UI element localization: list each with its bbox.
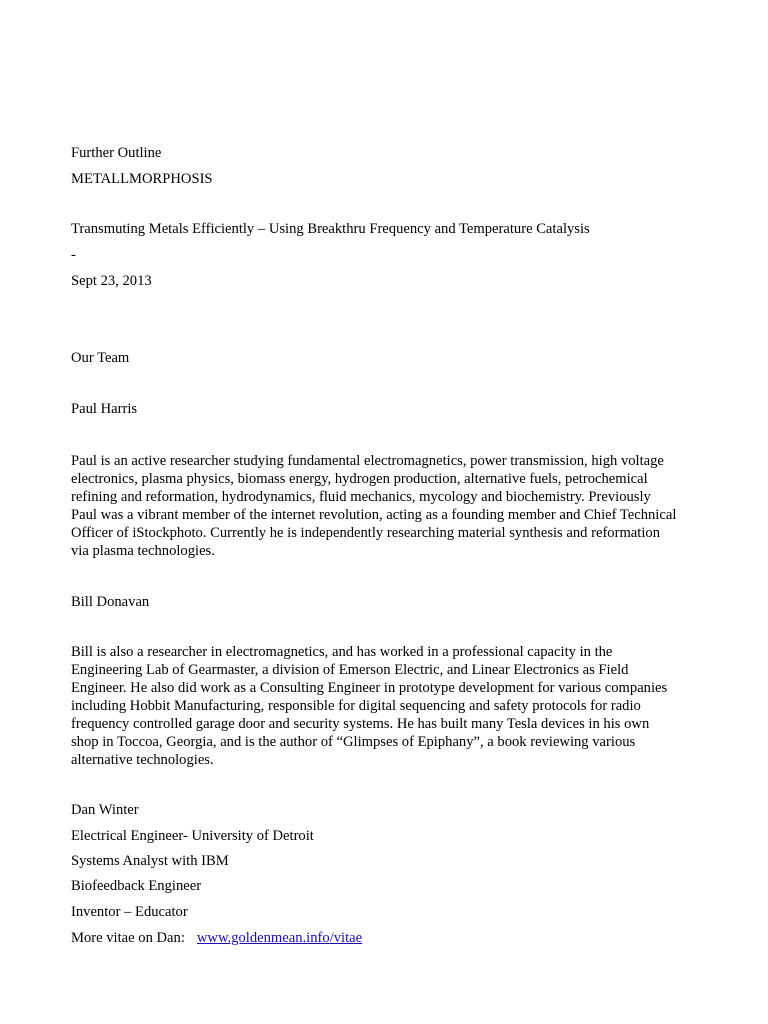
bio-line: Bill is also a researcher in electromagnetics, and has worked in a professional capacity in the (71, 644, 613, 660)
project-subtitle: Transmuting Metals Efficiently – Using Breakthru Frequency and Temperature Catalysis (71, 221, 590, 237)
bio-line: via plasma technologies. (71, 543, 215, 559)
member-name-dan-winter: Dan Winter (71, 802, 139, 818)
bio-line: alternative technologies. (71, 752, 214, 768)
member-name-paul-harris: Paul Harris (71, 401, 138, 417)
member-bio-paul-harris (71, 452, 711, 560)
subtitle-dash: - (71, 247, 76, 263)
vitae-link[interactable]: www.goldenmean.info/vitae (196, 930, 363, 946)
outline-label: Further Outline (71, 145, 162, 161)
credential-line: Biofeedback Engineer (71, 878, 202, 894)
bio-line: Paul is an active researcher studying fundamental electromagnetics, power transmission, high voltage (71, 453, 664, 469)
bio-line: shop in Toccoa, Georgia, and is the author of “Glimpses of Epiphany”, a book reviewing various (71, 734, 636, 750)
project-title: METALLMORPHOSIS (71, 171, 213, 187)
bio-line: Engineer. He also did work as a Consulting Engineer in prototype development for various companies (71, 680, 668, 696)
bio-line: electronics, plasma physics, biomass energy, hydrogen production, alternative fuels, petrochemical (71, 471, 648, 487)
vitae-row (71, 929, 362, 947)
bio-line: refining and reformation, hydrodynamics, fluid mechanics, mycology and biochemistry. Previously (71, 489, 651, 505)
member-name-bill-donavan: Bill Donavan (71, 594, 150, 610)
credential-line: Systems Analyst with IBM (71, 853, 229, 869)
credential-line: Electrical Engineer- University of Detroit (71, 828, 314, 844)
document-date: Sept 23, 2013 (71, 273, 152, 289)
bio-line: including Hobbit Manufacturing, responsible for digital sequencing and safety protocols for radio (71, 698, 641, 714)
member-bio-bill-donavan (71, 643, 711, 769)
team-heading: Our Team (71, 350, 130, 366)
bio-line: Paul was a vibrant member of the internet revolution, acting as a founding member and Chief Technical (71, 507, 677, 523)
bio-line: Engineering Lab of Gearmaster, a division of Emerson Electric, and Linear Electronics as Field (71, 662, 629, 678)
bio-line: Officer of iStockphoto. Currently he is independently researching material synthesis and reformation (71, 525, 660, 541)
vitae-label: More vitae on Dan: (71, 930, 185, 946)
bio-line: frequency controlled garage door and security systems. He has built many Tesla devices in his own (71, 716, 650, 732)
credential-line: Inventor – Educator (71, 904, 188, 920)
